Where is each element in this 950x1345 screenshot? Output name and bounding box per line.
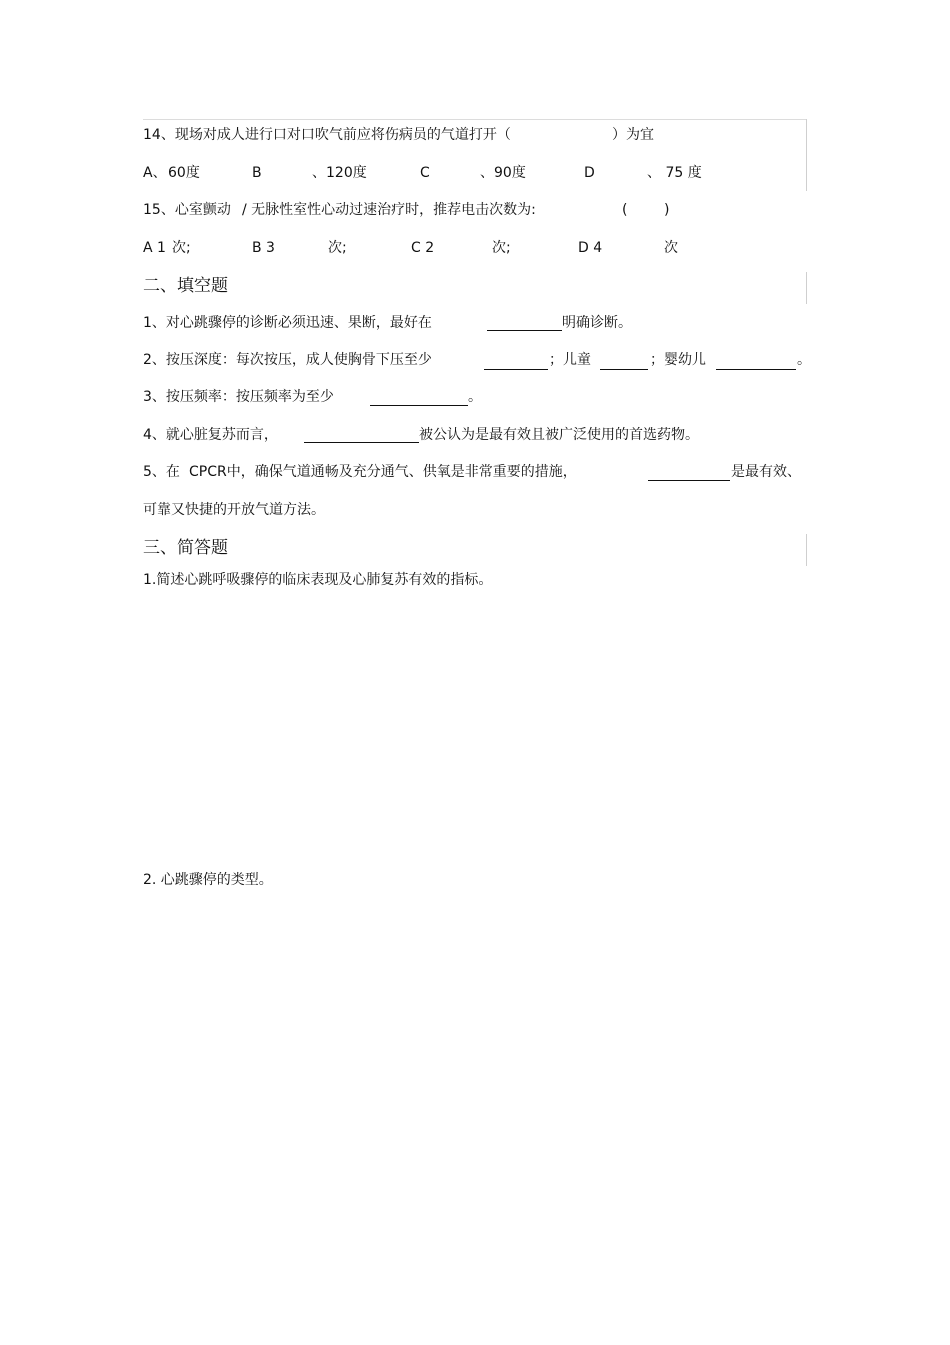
q14-option-a-text: 60度 (168, 165, 200, 181)
short-q1: 1.简述心跳呼吸骤停的临床表现及心肺复苏有效的指标。 (143, 572, 493, 588)
fill-q4-post: 被公认为是最有效且被广泛使用的首选药物。 (419, 427, 699, 443)
q15-option-d-unit: 次 (664, 240, 678, 256)
fill-q5-blank (648, 480, 730, 481)
q14-stem: 14、现场对成人进行口对口吹气前应将伤病员的气道打开（ (143, 127, 511, 143)
fill-q2-end: 。 (797, 352, 811, 368)
q15-option-a-unit: 次; (172, 240, 191, 256)
fill-q5-post: 是最有效、 (731, 464, 801, 480)
fill-q2-blank-infant (716, 369, 796, 370)
fill-q5-line2: 可靠又快捷的开放气道方法。 (143, 502, 325, 518)
fill-q4-blank (304, 442, 419, 443)
q15-option-b: B 3 (252, 240, 275, 256)
fill-q3-end: 。 (468, 389, 482, 405)
q15-paren-close: ) (664, 202, 670, 218)
q14-close: ）为宜 (612, 127, 654, 143)
fill-q5-text-a: 5、在 (143, 464, 180, 480)
q14-option-d-letter: D (584, 165, 595, 181)
fill-q3-text: 3、按压频率：按压频率为至少 (143, 389, 334, 405)
fill-q2-blank-adult (484, 369, 548, 370)
q15-option-c-unit: 次; (492, 240, 511, 256)
q14-option-b-letter: B (252, 165, 262, 181)
fill-q2-blank-child (600, 369, 648, 370)
q14-option-b-text: 、120度 (312, 165, 367, 181)
q15-option-c: C 2 (411, 240, 435, 256)
table-border-top (143, 119, 806, 120)
q15-option-a: A 1 (143, 240, 166, 256)
q15-stem-b: / 无脉性室性心动过速治疗时，推荐电击次数为: (242, 202, 536, 218)
q15-option-b-unit: 次; (328, 240, 347, 256)
short-section-title: 三、简答题 (143, 538, 228, 558)
fill-section-title: 二、填空题 (143, 276, 228, 296)
q15-option-d: D 4 (578, 240, 603, 256)
short-q2: 2. 心跳骤停的类型。 (143, 872, 273, 888)
fill-q1-post: 明确诊断。 (562, 315, 632, 331)
table-border-right-1 (806, 119, 807, 191)
table-border-right-2 (806, 272, 807, 304)
fill-q3-blank (370, 405, 468, 406)
fill-q2-sep-child: ；儿童 (549, 352, 591, 368)
q14-option-a-letter: A、 (143, 165, 167, 181)
fill-q2-sep-infant: ；婴幼儿 (650, 352, 706, 368)
fill-q5-text-b: CPCR中，确保气道通畅及充分通气、供氧是非常重要的措施， (189, 464, 577, 480)
fill-q4-text: 4、就心脏复苏而言， (143, 427, 278, 443)
fill-q1-text: 1、对心跳骤停的诊断必须迅速、果断，最好在 (143, 315, 432, 331)
table-border-right-3 (806, 534, 807, 566)
fill-q2-text: 2、按压深度：每次按压，成人使胸骨下压至少 (143, 352, 432, 368)
q15-stem-a: 15、心室颤动 (143, 202, 231, 218)
fill-q1-blank (487, 330, 562, 331)
q14-option-d-text: 、 75 度 (647, 165, 702, 181)
q14-option-c-text: 、90度 (480, 165, 526, 181)
q15-paren-open: ( (622, 202, 628, 218)
q14-option-c-letter: C (420, 165, 430, 181)
